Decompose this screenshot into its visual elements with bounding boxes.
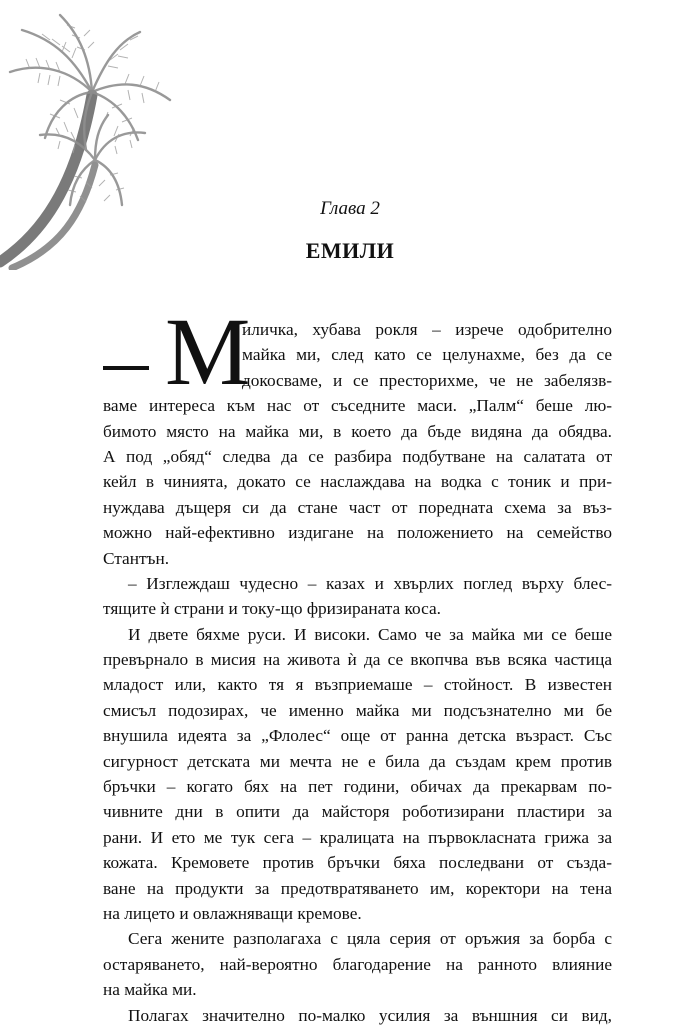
drop-cap (103, 298, 251, 405)
text-line: на майка ми. (103, 980, 197, 1000)
text-line: иличка, хубава рокля – изрече одобрително (242, 320, 612, 339)
text-line: сигурност детската ми мечта не е била да създам крем против (103, 751, 612, 771)
text-line: ване на продукти за предотвратяването им, коректори на тена (103, 878, 612, 898)
text-line: бимото място на майка ми, в което да бъде видяна да обядва. (103, 421, 612, 441)
chapter-title: ЕМИЛИ (305, 238, 395, 263)
dialogue-dash (103, 366, 149, 370)
text-line: бръчки – когато бях на пет години, обичах да прекарвам по- (103, 777, 612, 797)
text-line: ваме интереса към нас от съседните маси. „Палм“ беше лю- (103, 396, 612, 416)
body-text (103, 298, 612, 1028)
text-line: Сега жените разполагаха с цяла серия от оръжия за борба с (128, 929, 612, 949)
text-line: внушила идеята за „Флолес“ още от ранна детска възраст. Със (103, 726, 612, 746)
text-line: Стантън. (103, 548, 170, 568)
text-line: смисъл подозирах, че именно майка ми подсъзнателно ми бе (103, 700, 612, 720)
text-line: – Изглеждаш чудесно – казах и хвърлих поглед върху блес- (128, 573, 612, 593)
palm-tree-illustration (0, 0, 175, 270)
text-line: младост или, както тя я възприемаше – стойност. В известен (103, 675, 612, 695)
text-line: превърнало в мисия на живота ѝ да се вкопчва във всяка частица (103, 650, 612, 670)
text-line: нуждава дъщеря си да стане част от поредната схема за въз- (103, 497, 612, 517)
text-line: на лицето и овлажняващи кремове. (103, 903, 362, 923)
text-line: кейл в чинията, докато се наслаждава на водка с тоник и при- (103, 472, 612, 492)
text-line: майка ми, след като се целунахме, без да се (242, 345, 612, 365)
text-line: И двете бяхме руси. И високи. Само че за майка ми се беше (128, 624, 612, 644)
text-line: остаряването, най-вероятно благодарение на ранното влияние (103, 954, 612, 974)
text-line: А под „обяд“ следва да се разбира подбутване на салатата от (103, 446, 612, 466)
text-line: чивните дни в опити да майсторя роботизирани пластири за (103, 802, 612, 822)
chapter-label: Глава 2 (320, 198, 380, 219)
text-lines (103, 317, 612, 1028)
drop-cap-letter: М (165, 298, 251, 405)
text-line: можно най-ефективно издигане на положението на семейство (103, 523, 612, 543)
text-line: тящите ѝ страни и току-що фризираната коса. (103, 599, 442, 619)
text-line: рани. И ето ме тук сега – кралицата на първокласната грижа за (103, 827, 612, 847)
text-line: докосваме, и се престорихме, че не забелязв- (242, 370, 612, 390)
text-line: кожата. Кремовете против бръчки бяха последвани от създа- (103, 853, 612, 873)
text-line: Полагах значително по-малко усилия за външния си вид, (128, 1005, 612, 1025)
